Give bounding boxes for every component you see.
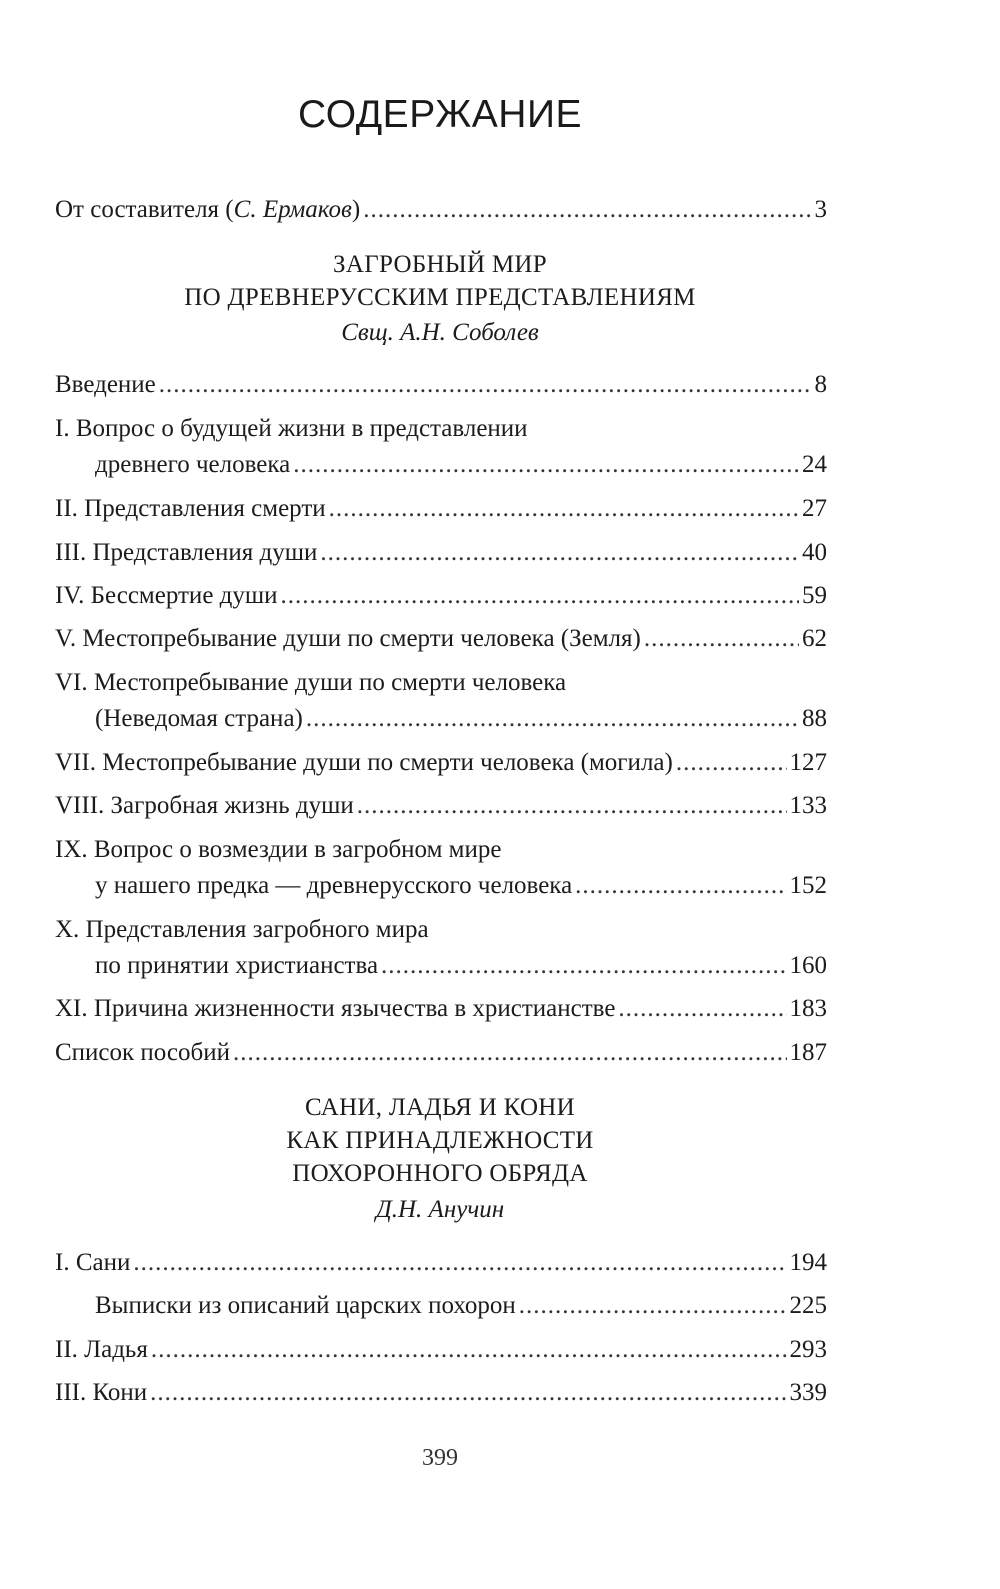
toc-entry-title: Выписки из описаний царских похорон — [95, 1292, 516, 1319]
toc-entry[interactable] — [95, 951, 827, 981]
section-title: КАК ПРИНАДЛЕЖНОСТИ — [286, 1127, 594, 1154]
toc-entry-title[interactable]: X. Представления загробного мира — [55, 916, 429, 943]
toc-entry-title: (Неведомая страна) — [95, 705, 303, 732]
toc-entry-title: древнего человека — [95, 451, 291, 478]
dot-leader — [306, 704, 799, 734]
toc-page-number: 40 — [802, 539, 827, 566]
toc-entry-title: III. Кони — [55, 1379, 148, 1406]
toc-entry[interactable] — [55, 494, 827, 524]
dot-leader — [293, 450, 799, 480]
toc-page-number: 183 — [789, 995, 827, 1022]
toc-page-number: 293 — [789, 1336, 827, 1363]
toc-page-number: 62 — [802, 625, 827, 652]
toc-entry-title: у нашего предка — древнерусского человека — [95, 872, 573, 899]
toc-entry-title[interactable]: IX. Вопрос о возмездии в загробном мире — [55, 836, 502, 863]
toc-entry[interactable] — [55, 1335, 827, 1365]
toc-entry-title: VII. Местопребывание души по смерти человека (могила) — [55, 749, 673, 776]
toc-entry-title: XI. Причина жизненности язычества в христианстве — [55, 995, 616, 1022]
dot-leader — [618, 994, 786, 1024]
dot-leader — [676, 748, 787, 778]
section-title: ПО ДРЕВНЕРУССКИМ ПРЕДСТАВЛЕНИЯМ — [184, 284, 696, 311]
toc-entry[interactable] — [95, 450, 827, 480]
toc-entry[interactable] — [95, 871, 827, 901]
section-title: ПОХОРОННОГО ОБРЯДА — [292, 1160, 588, 1187]
dot-leader — [644, 624, 799, 654]
toc-page-number: 339 — [789, 1379, 827, 1406]
toc-entry[interactable] — [55, 748, 827, 778]
toc-page-number: 152 — [789, 872, 827, 899]
toc-entry[interactable] — [55, 791, 827, 821]
section-title: ЗАГРОБНЫЙ МИР — [333, 251, 547, 278]
toc-entry[interactable] — [55, 624, 827, 654]
dot-leader — [381, 951, 786, 981]
dot-leader — [363, 195, 811, 225]
dot-leader — [357, 791, 787, 821]
toc-page-number: 187 — [789, 1039, 827, 1066]
toc-entry-title[interactable]: I. Вопрос о будущей жизни в представлении — [55, 415, 528, 442]
dot-leader — [151, 1335, 787, 1365]
toc-entry[interactable] — [55, 581, 827, 611]
toc-entry-preface[interactable] — [55, 195, 827, 225]
toc-entry-title: II. Представления смерти — [55, 495, 326, 522]
toc-page-number: 24 — [802, 451, 827, 478]
dot-leader — [320, 538, 799, 568]
toc-entry-title[interactable]: VI. Местопребывание души по смерти человека — [55, 669, 567, 696]
toc-entry-title: II. Ладья — [55, 1336, 148, 1363]
dot-leader — [133, 1248, 786, 1278]
toc-entry-author: С. Ермаков — [233, 196, 352, 223]
toc-entry-title: Введение — [55, 371, 156, 398]
dot-leader — [329, 494, 799, 524]
section-author: Д.Н. Анучин — [375, 1196, 505, 1223]
toc-entry[interactable] — [95, 1291, 827, 1321]
toc-entry-title: IV. Бессмертие души — [55, 582, 278, 609]
dot-leader — [159, 370, 812, 400]
dot-leader — [233, 1038, 787, 1068]
toc-entry[interactable] — [55, 1038, 827, 1068]
toc-entry-title: Список пособий — [55, 1039, 230, 1066]
toc-page-number: 3 — [814, 196, 827, 223]
dot-leader — [519, 1291, 787, 1321]
toc-page-number: 133 — [789, 792, 827, 819]
toc-page-number: 194 — [789, 1249, 827, 1276]
toc-page-number: 59 — [802, 582, 827, 609]
toc-entry[interactable] — [55, 994, 827, 1024]
toc-entry[interactable] — [95, 704, 827, 734]
toc-entry-title: От составителя (С. Ермаков) — [55, 196, 361, 223]
toc-page-number: 225 — [789, 1292, 827, 1319]
toc-entry-title: VIII. Загробная жизнь души — [55, 792, 354, 819]
toc-entry-title: V. Местопребывание души по смерти человека (Земля) — [55, 625, 641, 652]
toc-entry[interactable] — [55, 538, 827, 568]
dot-leader — [575, 871, 786, 901]
toc-page-number: 8 — [814, 371, 827, 398]
page-number: 399 — [422, 1445, 458, 1471]
page-heading: СОДЕРЖАНИЕ — [297, 93, 583, 136]
toc-entry[interactable] — [55, 370, 827, 400]
section-title: САНИ, ЛАДЬЯ И КОНИ — [304, 1094, 576, 1121]
toc-entry-title: I. Сани — [55, 1249, 131, 1276]
toc-entry[interactable] — [55, 1378, 827, 1408]
toc-entry[interactable] — [55, 1248, 827, 1278]
toc-entry-title: III. Представления души — [55, 539, 318, 566]
dot-leader — [281, 581, 799, 611]
toc-page-number: 88 — [802, 705, 827, 732]
dot-leader — [150, 1378, 786, 1408]
toc-page-number: 127 — [789, 749, 827, 776]
toc-page-number: 27 — [802, 495, 827, 522]
toc-page-number: 160 — [789, 952, 827, 979]
section-author: Свщ. А.Н. Соболев — [341, 319, 539, 346]
toc-entry-title: по принятии христианства — [95, 952, 379, 979]
